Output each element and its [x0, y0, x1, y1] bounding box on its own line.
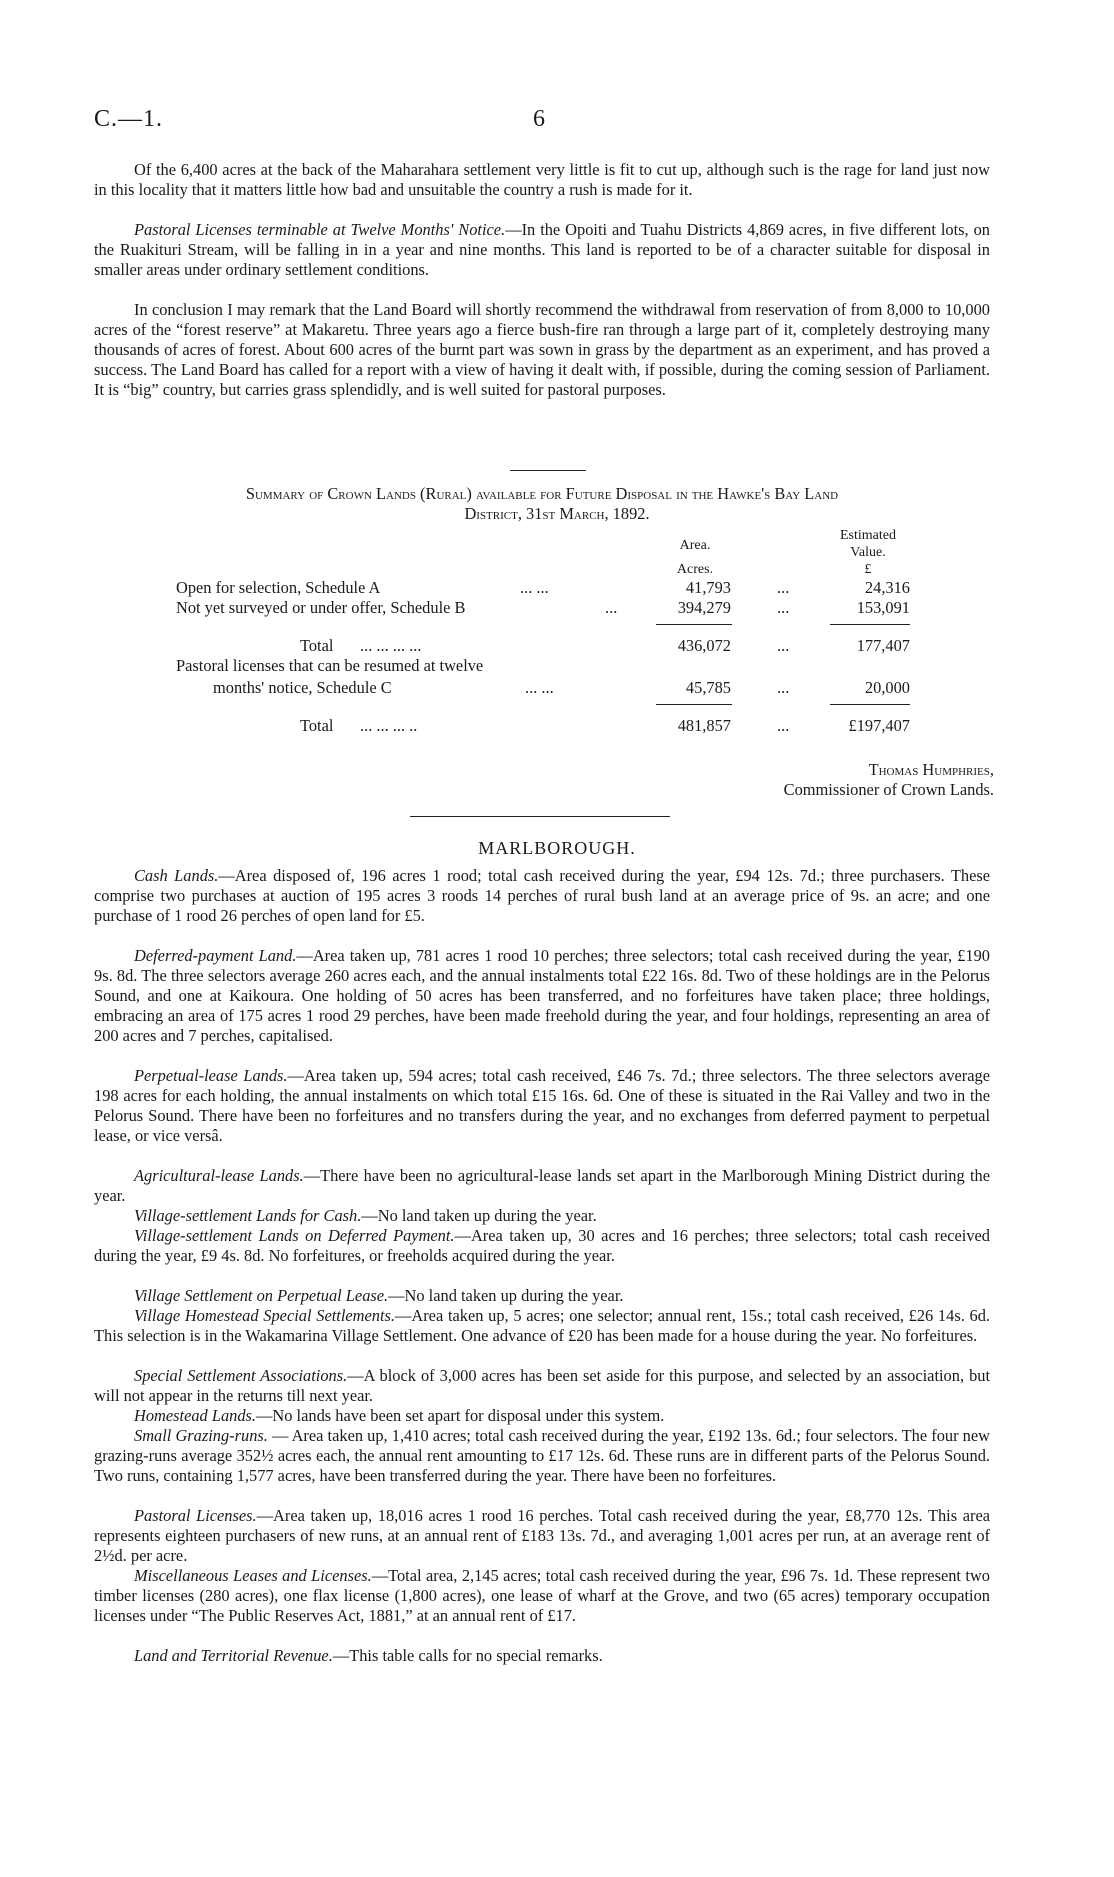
paragraph-special-settlement: Special Settlement Associations.—A block of 3,000 acres has been set aside for this purpose, and selected by an association, but will not appear in the returns till next year.	[94, 1366, 991, 1405]
column-header-estimated: Estimated	[840, 528, 896, 543]
section-heading-marlborough: MARLBOROUGH.	[478, 838, 636, 858]
summary-title-line-2: District, 31st March, 1892.	[464, 504, 650, 523]
paragraph-miscellaneous-leases: Miscellaneous Leases and Licenses.—Total area, 2,145 acres; total cash received during the year, £96 7s. 1d. These represent two timber licenses (280 acres), one flax license (1,800 acres), one lease of wharf at the Grove, and two (65 acres) temporary occupation licenses under “The Public Reserves Act, 1881,” at an annual rent of £17.	[94, 1566, 990, 1625]
summary-table: Area. Estimated Value. Acres. £ Open for selection, Schedule A ... ... 41,793 ... 24,316 Not yet surveyed or under offer, Schedule B ... 394,279 ... 153,091 Total ... ... ... ... 436,072 ... 177,407 Pastoral licenses that can be resumed at twelve months' notice, Schedule C ... ... 45,785 ... 20,000 Total ... ... ... .. 481,857 ... £197,407	[0, 0, 1114, 1]
paragraph-village-cash: Village-settlement Lands for Cash.—No land taken up during the year.	[134, 1206, 597, 1225]
section-divider	[510, 470, 586, 471]
paragraph-cash-lands: Cash Lands.—Area disposed of, 196 acres 1 rood; total cash received during the year, £94 12s. 7d.; three purchasers. These comprise two purchases at auction of 195 acres 3 roods 14 perches of rural bush land at an average price of 9s. an acre; and one purchase of 1 rood 26 perches of open land for £5.	[94, 866, 990, 925]
paragraph-perpetual-lease: Perpetual-lease Lands.—Area taken up, 594 acres; total cash received, £46 7s. 7d.; three selectors. The three selectors average 198 acres for each holding, the annual instalments on which total £15 16s. 6d. One of these is situated in the Rai Valley and two in the Pelorus Sound. There have been no forfeitures and no transfers during the year, and no exchanges from deferred payment to perpetual lease, or vice versâ.	[94, 1066, 991, 1145]
column-header-area: Area.	[679, 538, 711, 553]
page-number: 6	[533, 106, 545, 132]
unit-pounds: £	[864, 562, 872, 577]
column-header-value: Value.	[850, 545, 886, 560]
subtotal-rule-area	[656, 624, 732, 625]
signature-name: Thomas Humphries,	[868, 760, 994, 779]
paragraph-agricultural-lease: Agricultural-lease Lands.—There have been no agricultural-lease lands set apart in the Marlborough Mining District during the year.	[94, 1166, 990, 1205]
paragraph-small-grazing-runs: Small Grazing-runs. — Area taken up, 1,410 acres; total cash received during the year, £192 13s. 6d.; four selectors. The four new grazing-runs average 352½ acres each, the annual rent amounting to £17 12s. 6d. These runs are in different parts of the Pelorus Sound. Two runs, containing 1,577 acres, have been transferred during the year. There have been no forfeitures.	[94, 1426, 990, 1485]
intro-paragraph-3: In conclusion I may remark that the Land Board will shortly recommend the withdrawal from reservation of from 8,000 to 10,000 acres of the “forest reserve” at Makaretu. Three years ago a fierce bush-fire ran through a large part of it, completely destroying many thousands of acres of forest. About 600 acres of the burnt part was sown in grass by the department as an experiment, and has proved a success. The Land Board has called for a report with a view of having it dealt with, if possible, during the coming session of Parliament. It is “big” country, but carries grass splendidly, and is well suited for pastoral purposes.	[94, 300, 990, 399]
intro-paragraph-2: Pastoral Licenses terminable at Twelve Months' Notice.—In the Opoiti and Tuahu Districts 4,869 acres, in five different lots, on the Ruakituri Stream, will be falling in in a year and nine months. This land is reported to be of a character suitable for disposal in smaller areas under ordinary settlement conditions.	[94, 220, 990, 279]
paragraph-homestead-lands: Homestead Lands.—No lands have been set apart for disposal under this system.	[134, 1406, 665, 1425]
intro-paragraph-1: Of the 6,400 acres at the back of the Maharahara settlement very little is fit to cut up, although such is the rage for land just now in this locality that it matters little how bad and unsuitable the country a rush is made for it.	[94, 160, 990, 199]
signature-title: Commissioner of Crown Lands.	[783, 780, 994, 799]
document-code: C.—1.	[94, 106, 164, 132]
paragraph-land-revenue: Land and Territorial Revenue.—This table calls for no special remarks.	[134, 1646, 603, 1665]
total-rule-value	[830, 704, 910, 705]
paragraph-deferred-payment: Deferred-payment Land.—Area taken up, 781 acres 1 rood 10 perches; three selectors; total cash received during the year, £190 9s. 8d. The three selectors average 260 acres each, and the annual instalments total £22 16s. 8d. Two of these holdings are in the Pelorus Sound, and one at Kaikoura. One holding of 50 acres has been transferred, and no forfeitures have taken place; three holdings, embracing an area of 175 acres 1 rood 29 perches, have been made freehold during the year, and four holdings, representing an area of 200 acres and 7 perches, capitalised.	[94, 946, 990, 1045]
paragraph-village-homestead: Village Homestead Special Settlements.—Area taken up, 5 acres; one selector; annual rent, 15s.; total cash received, £26 14s. 6d. This selection is in the Wakamarina Village Settlement. One advance of £20 has been made for a house during the year. No forfeitures.	[94, 1306, 990, 1345]
unit-acres: Acres.	[676, 562, 714, 577]
paragraph-village-deferred: Village-settlement Lands on Deferred Payment.—Area taken up, 30 acres and 16 perches; three selectors; total cash received during the year, £9 4s. 8d. No forfeitures, or freeholds acquired during the year.	[94, 1226, 990, 1265]
paragraph-village-perpetual: Village Settlement on Perpetual Lease.—No land taken up during the year.	[134, 1286, 624, 1305]
subtotal-rule-value	[830, 624, 910, 625]
section-divider-long	[410, 816, 670, 817]
paragraph-pastoral-licenses: Pastoral Licenses.—Area taken up, 18,016 acres 1 rood 16 perches. Total cash received during the year, £8,770 12s. This area represents eighteen purchasers of new runs, at an annual rent of £183 13s. 7d., and averaging 1,001 acres per run, at an average rent of 2½d. per acre.	[94, 1506, 990, 1565]
summary-title-line-1: Summary of Crown Lands (Rural) available for Future Disposal in the Hawke's Bay Land	[245, 484, 839, 503]
total-rule-area	[656, 704, 732, 705]
